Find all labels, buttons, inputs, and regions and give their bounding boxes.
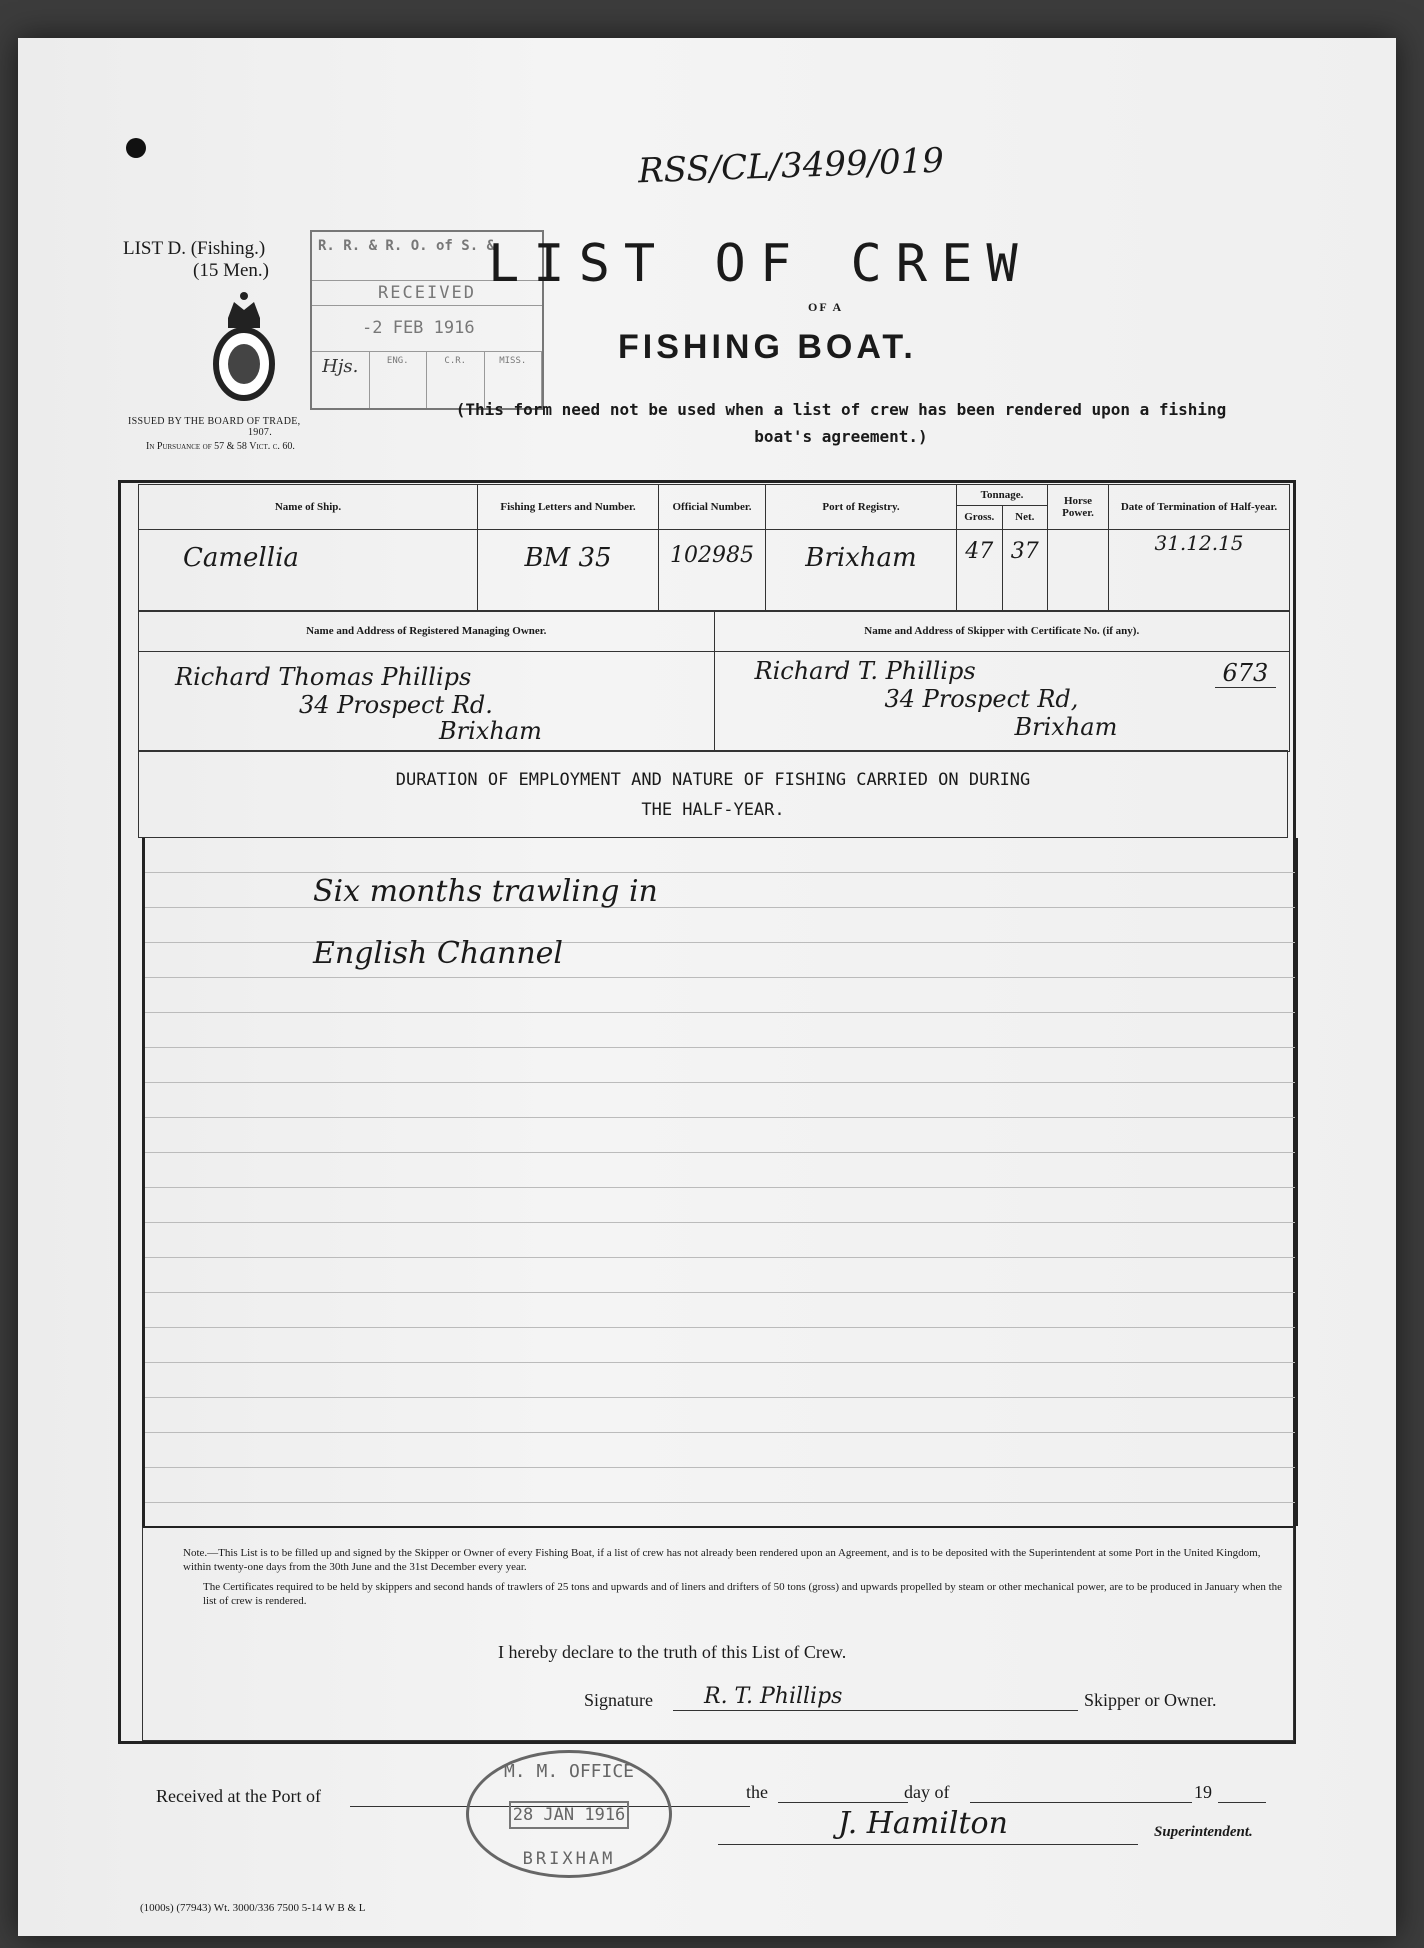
termination-date-value: 31.12.15 — [1154, 531, 1244, 555]
day-line — [778, 1802, 908, 1803]
superintendent-signature: J. Hamilton — [838, 1806, 1008, 1841]
year-line — [1218, 1802, 1266, 1803]
owner-name: Richard Thomas Phillips — [175, 663, 472, 691]
net-tonnage-value: 37 — [1010, 539, 1039, 564]
form-usage-note: (This form need not be used when a list of crew has been rendered upon a fishing boat's agreement.) — [455, 400, 1227, 446]
stamp-cells: Hjs. ENG. C.R. MISS. — [312, 351, 542, 408]
form-title: LIST OF CREW — [488, 234, 1032, 294]
tonnage-column: Tonnage. Gross. Net. 47 37 — [957, 485, 1048, 611]
footnote-1: Note.—This List is to be filled up and signed by the Skipper or Owner of every Fishing Boat, if a list of crew has not already been rendered upon an Agreement, and is to be deposited with the Superintendent at some Port in the United Kingdom, within twenty-one days from the 30th June and the 31st December every year. — [183, 1547, 1261, 1573]
signature-line — [673, 1710, 1078, 1711]
port-registry-value: Brixham — [805, 543, 917, 573]
skipper-certificate: 673 — [1215, 659, 1277, 688]
document-page — [18, 38, 1396, 1936]
mm-office-stamp: M. M. OFFICE 28 JAN 1916 BRIXHAM — [466, 1750, 672, 1878]
owner-town: Brixham — [439, 717, 542, 745]
duration-ruled-area — [142, 838, 1298, 1526]
declaration-text: I hereby declare to the truth of this List of Crew. — [498, 1642, 847, 1662]
ship-name-value: Camellia — [183, 543, 299, 573]
issued-by: ISSUED BY THE BOARD OF TRADE, 1907. — [128, 416, 301, 438]
form-list-code: LIST D. (Fishing.) (15 Men.) — [123, 238, 269, 281]
print-code: (1000s) (77943) Wt. 3000/336 7500 5-14 W B & L — [140, 1902, 366, 1914]
official-number-column: Official Number. 102985 — [659, 485, 766, 611]
day-of-label: day of — [904, 1782, 950, 1802]
official-number-value: 102985 — [670, 543, 754, 568]
pursuance-text: In Pursuance of 57 & 58 Vict. c. 60. — [146, 441, 295, 452]
fishing-letters-column: Fishing Letters and Number. BM 35 — [478, 485, 659, 611]
ship-name-column: Name of Ship. Camellia — [139, 485, 478, 611]
year-prefix: 19 — [1194, 1782, 1212, 1802]
received-port-row: Received at the Port of — [156, 1786, 321, 1806]
horse-power-column: Horse Power. — [1048, 485, 1109, 611]
the-label: the — [746, 1782, 768, 1802]
archive-reference: RSS/CL/3499/019 — [637, 140, 945, 192]
royal-crest-icon — [208, 288, 280, 408]
duration-heading: DURATION OF EMPLOYMENT AND NATURE OF FISHING CARRIED ON DURING THE HALF-YEAR. — [138, 750, 1288, 838]
month-line — [970, 1802, 1192, 1803]
form-title-of-a: OF A — [808, 300, 844, 314]
form-subtitle: FISHING BOAT. — [618, 328, 917, 366]
owner-address: 34 Prospect Rd. — [299, 691, 493, 719]
skipper-town: Brixham — [1014, 713, 1118, 741]
duration-text-line2: English Channel — [313, 936, 564, 971]
signature-role: Skipper or Owner. — [1084, 1690, 1217, 1710]
signature-label: Signature — [584, 1690, 653, 1710]
superintendent-label: Superintendent. — [1154, 1824, 1253, 1840]
duration-text-line1: Six months trawling in — [313, 874, 658, 909]
ship-details-table — [138, 484, 1290, 612]
gross-tonnage-value: 47 — [957, 529, 1003, 611]
received-stamp: R. R. & R. O. of S. & RECEIVED -2 FEB 1916 Hjs. ENG. C.R. MISS. — [310, 230, 544, 410]
skipper-name: Richard T. Phillips — [754, 657, 976, 685]
skipper-address: 34 Prospect Rd, — [884, 685, 1079, 713]
owner-skipper-table — [138, 610, 1290, 752]
superintendent-line — [718, 1844, 1138, 1845]
termination-date-column: Date of Termination of Half-year. 31.12.15 — [1109, 485, 1289, 611]
fishing-letters-value: BM 35 — [524, 543, 612, 573]
skipper-column: Name and Address of Skipper with Certificate No. (if any). Richard T. Phillips 34 Prospect Rd, Brixham 673 — [715, 611, 1290, 751]
punch-hole — [126, 138, 146, 158]
signature-value: R. T. Phillips — [704, 1684, 843, 1709]
owner-column: Name and Address of Registered Managing Owner. Richard Thomas Phillips 34 Prospect Rd. Brixham — [139, 611, 715, 751]
port-registry-column: Port of Registry. Brixham — [766, 485, 957, 611]
footnote-2: The Certificates required to be held by skippers and second hands of trawlers of 25 tons and upwards and of liners and drifters of 50 tons (gross) and upwards propelled by steam or other mechanical power, are to be produced in January when the list of crew is rendered. — [203, 1581, 1283, 1607]
